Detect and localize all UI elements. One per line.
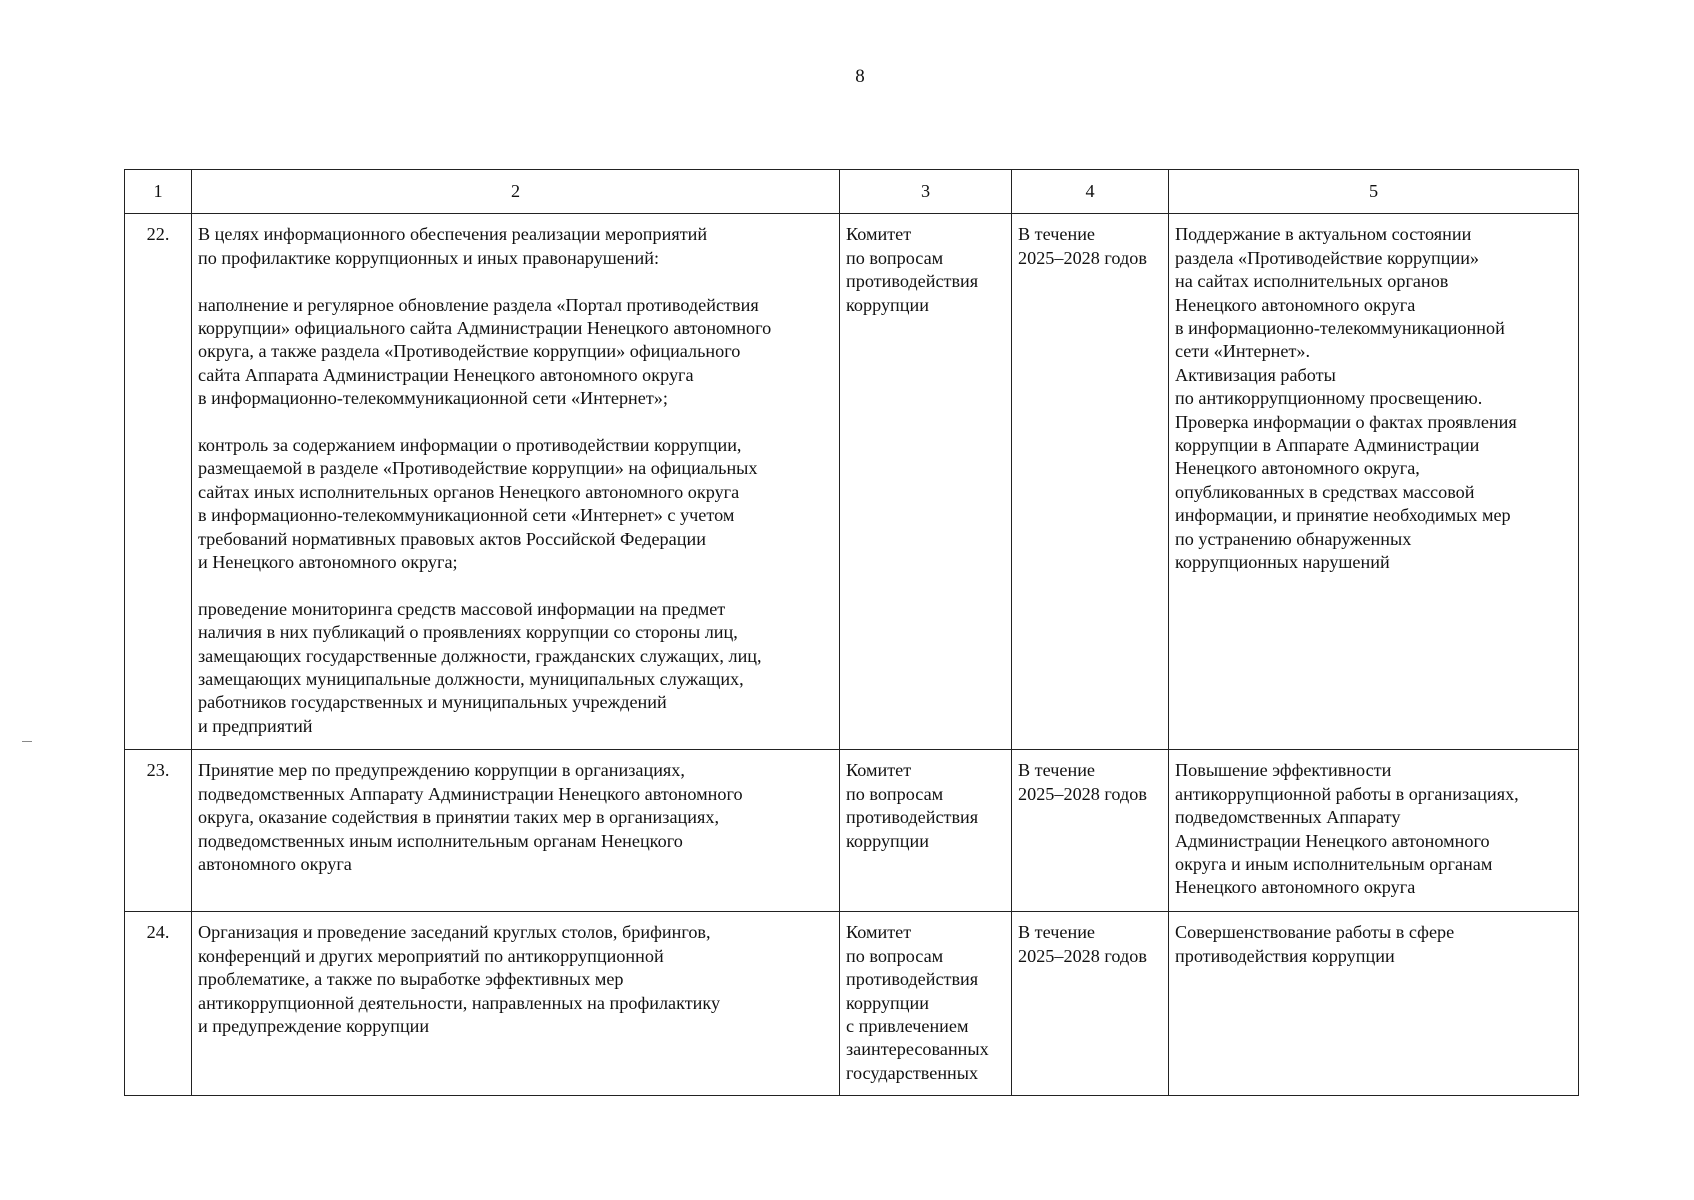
expected-result: Поддержание в актуальном состоянии раздела «Противодействие коррупции» на сайтах исполнительных органов Ненецкого автономного округа в информационно-телекоммуникационной сети «Интернет». Активизация работы по антикоррупционному просвещению. Проверка информации о фактах проявления коррупции в Аппарате Администрации Ненецкого автономного округа, опубликованных в средствах массовой информации, и принятие необходимых мер по устранению обнаруженных коррупционных нарушений xyxy=(1169,214,1579,750)
expected-result: Повышение эффективности антикоррупционной работы в организациях, подведомственных Аппарату Администрации Ненецкого автономного округа и иным исполнительным органам Ненецкого автономного округа xyxy=(1169,750,1579,912)
measure-paragraph: Принятие мер по предупреждению коррупции в организациях, подведомственных Аппарату Администрации Ненецкого автономного округа, оказание содействия в принятии таких мер в организациях, подведомственных иным исполнительным органам Ненецкого автономного округа xyxy=(198,760,743,875)
row-number: 23. xyxy=(125,750,192,912)
table-row xyxy=(125,912,1579,1096)
responsible-executor: Комитет по вопросам противодействия коррупции xyxy=(840,214,1012,750)
measure-paragraph: Организация и проведение заседаний круглых столов, брифингов, конференций и других мероприятий по антикоррупционной проблематике, а также по выработке эффективных мер антикоррупционной деятельности, направленных на профилактику и предупреждение коррупции xyxy=(198,922,721,1037)
table-header-row xyxy=(125,170,1579,214)
row-number: 24. xyxy=(125,912,192,1096)
measure-description xyxy=(192,912,840,1096)
table-row xyxy=(125,214,1579,750)
expected-result: Совершенствование работы в сфере противодействия коррупции xyxy=(1169,912,1579,1096)
measures-table xyxy=(124,169,1579,1096)
implementation-period: В течение 2025–2028 годов xyxy=(1012,912,1169,1096)
header-col-4: 4 xyxy=(1012,170,1169,214)
measure-description xyxy=(192,750,840,912)
implementation-period: В течение 2025–2028 годов xyxy=(1012,214,1169,750)
row-number: 22. xyxy=(125,214,192,750)
measure-paragraph: проведение мониторинга средств массовой информации на предмет наличия в них публикаций о проявлениях коррупции со стороны лиц, замещающих государственные должности, гражданских служащих, лиц, замещающих муниципальные должности, муниципальных служащих, работников государственных и муниципальных учреждений и предприятий xyxy=(198,598,762,736)
measure-paragraph: наполнение и регулярное обновление раздела «Портал противодействия коррупции» официального сайта Администрации Ненецкого автономного округа, а также раздела «Противодействие коррупции» официального сайта Аппарата Администрации Ненецкого автономного округа в информационно-телекоммуникационной сети «Интернет»; xyxy=(198,294,772,409)
implementation-period: В течение 2025–2028 годов xyxy=(1012,750,1169,912)
responsible-executor: Комитет по вопросам противодействия коррупции xyxy=(840,750,1012,912)
measure-paragraph: В целях информационного обеспечения реализации мероприятий по профилактике коррупционных и иных правонарушений: xyxy=(198,224,708,268)
measure-paragraph: контроль за содержанием информации о противодействии коррупции, размещаемой в разделе «Противодействие коррупции» на официальных сайтах иных исполнительных органов Ненецкого автономного округа в информационно-телекоммуникационной сети «Интернет» с учетом требований нормативных правовых актов Российской Федерации и Ненецкого автономного округа; xyxy=(198,435,758,573)
responsible-executor: Комитет по вопросам противодействия коррупции с привлечением заинтересованных государственных xyxy=(840,912,1012,1096)
measure-description xyxy=(192,214,840,750)
header-col-5: 5 xyxy=(1169,170,1579,214)
header-col-3: 3 xyxy=(840,170,1012,214)
header-col-1: 1 xyxy=(125,170,192,214)
table-row xyxy=(125,750,1579,912)
page-number: 8 xyxy=(855,66,865,87)
header-col-2: 2 xyxy=(192,170,840,214)
scan-mark xyxy=(22,741,32,742)
